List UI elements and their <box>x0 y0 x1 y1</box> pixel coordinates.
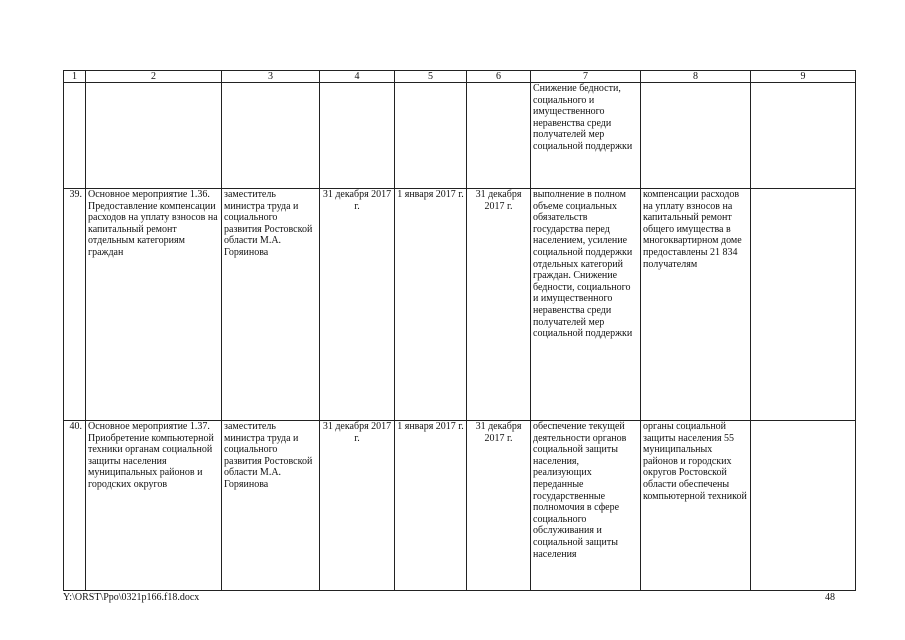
table-cell <box>320 83 395 189</box>
column-number: 6 <box>467 71 531 83</box>
column-number: 3 <box>222 71 320 83</box>
column-number-row <box>64 71 856 83</box>
table-cell <box>86 83 222 189</box>
column-number: 2 <box>86 71 222 83</box>
deadline-cell: 31 декабря 2017 г. <box>320 421 395 591</box>
column-number: 4 <box>320 71 395 83</box>
footer-file-path: Y:\ORST\Ppo\0321p166.f18.docx <box>63 592 200 603</box>
table-cell <box>467 83 531 189</box>
result-cell: Снижение бедности, социального и имущественного неравенства среди получателей мер социальной поддержки <box>531 83 641 189</box>
table-cell <box>222 83 320 189</box>
end-date-cell: 31 декабря 2017 г. <box>467 189 531 421</box>
column-number: 7 <box>531 71 641 83</box>
result-cell: обеспечение текущей деятельности органов социальной защиты населения, реализующих переданные государственные полномочия в сфере социального обслуживания и социальной защиты населения <box>531 421 641 591</box>
page-number: 48 <box>825 592 835 603</box>
indicator-cell: органы социальной защиты населения 55 муниципальных районов и городских округов Ростовской области обеспечены компьютерной техникой <box>641 421 751 591</box>
start-date-cell: 1 января 2017 г. <box>395 421 467 591</box>
responsible-cell: заместитель министра труда и социального развития Ростовской области М.А. Горяинова <box>222 189 320 421</box>
table-cell <box>751 83 856 189</box>
indicator-cell: компенсации расходов на уплату взносов на капитальный ремонт общего имущества в многоквартирном доме предоставлены 21 834 получателям <box>641 189 751 421</box>
document-table <box>63 70 856 591</box>
table-cell <box>64 83 86 189</box>
note-cell <box>751 189 856 421</box>
column-number: 1 <box>64 71 86 83</box>
event-cell: Основное мероприятие 1.36. Предоставление компенсации расходов на уплату взносов на капитальный ремонт отдельным категориям граждан <box>86 189 222 421</box>
deadline-cell: 31 декабря 2017 г. <box>320 189 395 421</box>
continuation-row <box>64 83 856 189</box>
table-row <box>64 189 856 421</box>
column-number: 8 <box>641 71 751 83</box>
row-number: 39. <box>64 189 86 421</box>
table-cell <box>395 83 467 189</box>
table-row <box>64 421 856 591</box>
end-date-cell: 31 декабря 2017 г. <box>467 421 531 591</box>
responsible-cell: заместитель министра труда и социального развития Ростовской области М.А. Горяинова <box>222 421 320 591</box>
column-number: 9 <box>751 71 856 83</box>
table-cell <box>641 83 751 189</box>
start-date-cell: 1 января 2017 г. <box>395 189 467 421</box>
note-cell <box>751 421 856 591</box>
event-cell: Основное мероприятие 1.37. Приобретение компьютерной техники органам социальной защиты населения муниципальных районов и городских округов <box>86 421 222 591</box>
row-number: 40. <box>64 421 86 591</box>
column-number: 5 <box>395 71 467 83</box>
result-cell: выполнение в полном объеме социальных обязательств государства перед населением, усиление социальной поддержки отдельных категорий граждан. Снижение бедности, социального и имущественного неравенства среди получателей мер социальной поддержки <box>531 189 641 421</box>
